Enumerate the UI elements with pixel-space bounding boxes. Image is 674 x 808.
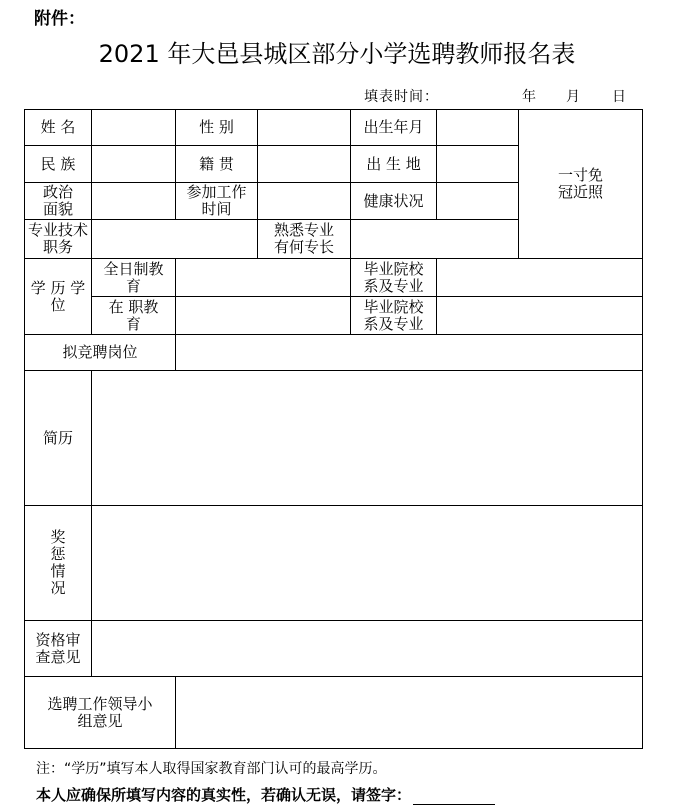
label-position: 拟竞聘岗位 (25, 335, 176, 371)
label-specialty: 熟悉专业有何专长 (258, 220, 351, 259)
label-school-major-2: 毕业院校系及专业 (351, 297, 437, 335)
date-year-label: 年 (522, 89, 536, 105)
field-name[interactable] (92, 110, 176, 146)
page-title: 2021 年大邑县城区部分小学选聘教师报名表 (98, 40, 576, 68)
field-school-major-1[interactable] (437, 259, 643, 297)
label-ethnicity: 民 族 (25, 146, 92, 183)
label-inservice: 在 职教 育 (92, 297, 176, 335)
field-health[interactable] (437, 183, 519, 220)
date-day-label: 日 (612, 89, 626, 105)
label-fulltime: 全日制教 育 (92, 259, 176, 297)
field-resume[interactable] (92, 371, 643, 506)
confirm-text: 本人应确保所填写内容的真实性，若确认无误，请签字： (36, 786, 412, 804)
photo-label: 一寸免冠近照 (557, 166, 603, 201)
field-school-major-2[interactable] (437, 297, 643, 335)
label-health: 健康状况 (351, 183, 437, 220)
attachment-label: 附件： (34, 9, 85, 29)
field-work-start[interactable] (258, 183, 351, 220)
photo-box[interactable] (519, 110, 643, 259)
registration-form-table (24, 109, 643, 749)
label-birth: 出生年月 (351, 110, 437, 146)
label-work-start: 参加工作时间 (176, 183, 258, 220)
field-title-rank[interactable] (92, 220, 258, 259)
label-qualification: 资格审查意见 (25, 621, 92, 677)
field-ethnicity[interactable] (92, 146, 176, 183)
label-name: 姓 名 (25, 110, 92, 146)
label-political: 政治面貌 (25, 183, 92, 220)
label-gender: 性 别 (176, 110, 258, 146)
field-native-place[interactable] (258, 146, 351, 183)
field-leader-opinion[interactable] (176, 677, 643, 749)
label-school-major-1: 毕业院校系及专业 (351, 259, 437, 297)
footnote: 注：“学历”填写本人取得国家教育部门认可的最高学历。 (36, 761, 387, 777)
date-month-label: 月 (566, 89, 580, 105)
label-leader-opinion: 选聘工作领导小组意见 (25, 677, 176, 749)
label-birthplace: 出 生 地 (351, 146, 437, 183)
field-fulltime[interactable] (176, 259, 351, 297)
fill-time-label: 填表时间： (364, 89, 439, 105)
label-title-rank: 专业技术职务 (25, 220, 92, 259)
field-gender[interactable] (258, 110, 351, 146)
field-specialty[interactable] (351, 220, 519, 259)
field-birthplace[interactable] (437, 146, 519, 183)
confirm-statement (36, 784, 495, 805)
field-rewards[interactable] (92, 506, 643, 621)
field-inservice[interactable] (176, 297, 351, 335)
label-resume: 简历 (25, 371, 92, 506)
field-political[interactable] (92, 183, 176, 220)
field-position[interactable] (176, 335, 643, 371)
label-native-place: 籍 贯 (176, 146, 258, 183)
field-qualification[interactable] (92, 621, 643, 677)
label-rewards: 奖惩情况 (25, 506, 92, 621)
signature-line[interactable] (413, 790, 495, 805)
field-birth[interactable] (437, 110, 519, 146)
label-education: 学 历 学 位 (25, 259, 92, 335)
